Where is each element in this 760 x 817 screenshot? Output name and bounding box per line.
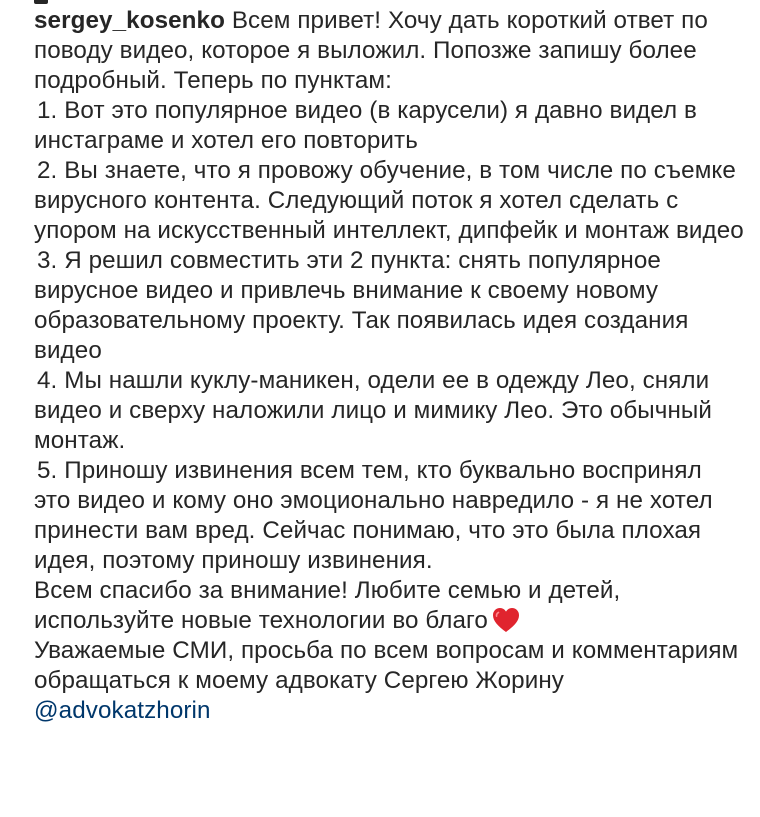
list-item-text: Мы нашли куклу-маникен, одели ее в одежду Лео, сняли видео и сверху наложили лицо и мимику Лео. Это обычный монтаж. — [34, 367, 713, 454]
list-item-number: 3. — [37, 247, 58, 274]
list-item — [34, 156, 744, 246]
intro-text: Всем привет! Хочу дать короткий ответ по поводу видео, которое я выложил. Попозже запишу более подробный. Теперь по пунктам: — [34, 7, 708, 94]
list-item — [34, 456, 744, 576]
list-item-number: 1. — [37, 97, 58, 124]
list-item-number: 4. — [37, 367, 58, 394]
username-link[interactable]: sergey_kosenko — [34, 7, 225, 34]
thanks-text: Всем спасибо за внимание! Любите семью и детей, используйте новые технологии во благо — [34, 577, 621, 634]
list-item-text: Я решил совместить эти 2 пункта: снять популярное вирусное видео и привлечь внимание к своему новому образовательному проекту. Так появилась идея создания видео — [34, 247, 689, 364]
list-item — [34, 246, 744, 366]
avatar-edge — [34, 0, 48, 4]
post-caption — [34, 6, 744, 726]
red-heart-icon — [492, 607, 520, 633]
media-note-text: Уважаемые СМИ, просьба по всем вопросам и комментариям обращаться к моему адвокату Сергею Жорину — [34, 637, 739, 694]
media-paragraph — [34, 636, 744, 726]
list-item-text: Приношу извинения всем тем, кто буквально воспринял это видео и кому оно эмоционально навредило - я не хотел принести вам вред. Сейчас понимаю, что это была плохая идея, поэтому приношу извинения. — [34, 457, 713, 574]
list-item — [34, 366, 744, 456]
mention-link[interactable]: @advokatzhorin — [34, 697, 211, 724]
list-item-number: 5. — [37, 457, 58, 484]
list-item — [34, 96, 744, 156]
heart-shape — [493, 608, 519, 632]
list-item-text: Вот это популярное видео (в карусели) я давно видел в инстаграме и хотел его повторить — [34, 97, 697, 154]
list-item-text: Вы знаете, что я провожу обучение, в том числе по съемке вирусного контента. Следующий поток я хотел сделать с упором на искусственный интеллект, дипфейк и монтаж видео — [34, 157, 744, 244]
thanks-paragraph — [34, 576, 744, 636]
caption-intro — [34, 6, 744, 96]
list-item-number: 2. — [37, 157, 58, 184]
